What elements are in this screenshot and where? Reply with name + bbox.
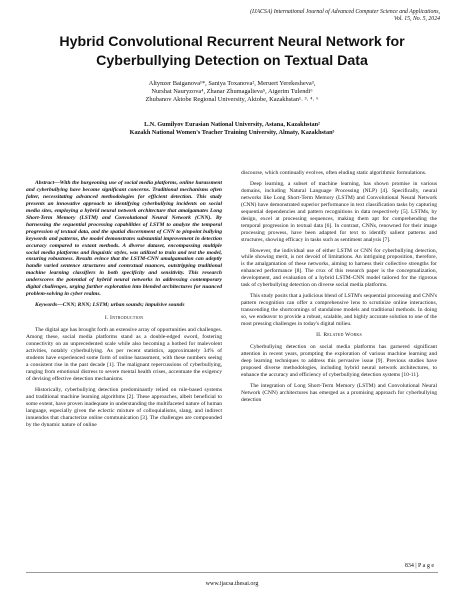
authors-line-1: Altynzer Baiganova¹*, Saniya Toxanova², Meruert Yerekesheva³,: [148, 80, 316, 87]
journal-header: [250, 9, 440, 23]
intro-paragraph-1: The digital age has brought forth an extensive array of opportunities and challenges. Among these, social media platforms stand as a double-edged sword, fostering connectivity on an unprecedented scale while also becoming a hotbed for malevolent activities, notably cyberbullying. As per recent statistics, approximately 34% of students have experienced some form of online harassment, with these numbers seeing a consistent rise in the past decade [1]. The malignant repercussions of cyberbullying, ranging from emotional distress to severe mental health crises, accentuate the exigency of devising effective detection mechanisms.: [26, 327, 222, 382]
related-paragraph-2: The integration of Long Short-Term Memory (LSTM) and Convolutional Neural Network (CNN) architectures has emerged as a promising approach for cyberbullying detection: [241, 382, 437, 403]
footer-divider: [26, 572, 438, 573]
right-column: [241, 170, 437, 408]
affiliation-1: L.N. Gumilyov Eurasian National University, Astana, Kazakhstan²: [144, 121, 320, 128]
paper-title: [20, 33, 444, 71]
page-number: 834 | P a g e: [404, 563, 434, 569]
author-block: [30, 80, 434, 104]
right-paragraph-1: discourse, which continually evolves, often eluding static algorithmic formulations.: [241, 170, 427, 176]
journal-line-2: Vol. 15, No. 5, 2024: [393, 16, 440, 22]
title-line-2: Cyberbullying Detection on Textual Data: [96, 53, 368, 69]
related-paragraph-1: Cyberbullying detection on social media platforms has garnered significant attention in recent years, prompting the exploration of various machine learning and deep learning techniques to address this pervasive issue [9]. Previous studies have proposed diverse methodologies, including hybrid neural network architectures, to enhance the accuracy and efficiency of cyberbullying detection systems [10-11].: [241, 343, 437, 378]
abstract: Abstract—With the burgeoning use of social media platforms, online harassment and cyberbullying have become significant concerns. Traditional mechanisms often falter, necessitating advanced methodologies for efficient detection. This study presents an innovative approach to identifying cyberbullying incidents on social media sites, employing a hybrid neural network architecture that amalgamates Long Short-Term Memory (LSTM) and Convolutional Neural Network (CNN). By harnessing the sequential processing capabilities of LSTM to analyze the temporal progression of textual data, and the spatial discernment of CNN to pinpoint bullying keywords and patterns, the model demonstrates substantial improvement in detection accuracy compared to extant methods. A diverse dataset, encompassing multiple social media platforms and linguistic styles, was utilized to train and test the model, ensuring robustness. Results evince that the LSTM-CNN amalgamation can adeptly handle varied sentence structures and contextual nuances, outstripping traditional machine learning classifiers in both specificity and sensitivity. This research underscores the potential of hybrid neural networks in addressing contemporary digital challenges, urging further exploration into blended architectures for nuanced problem-solving in cyber realms.: [26, 180, 222, 298]
right-paragraph-2: Deep learning, a subset of machine learning, has shown promise in various domains, including Natural Language Processing (NLP) [4]. Specifically, neural networks like Long Short-Term Memory (LSTM) and Convolutional Neural Network (CNN) have demonstrated superior performance in text classification tasks by capturing sequential dependencies and pattern recognitions in data respectively [5]. LSTMs, by design, excel at processing sequences, making them apt for comprehending the temporal progression in textual data [6]. In contrast, CNNs, renowned for their image processing prowess, have been adapted for text to identify salient patterns and structures, showing efficacy in tasks such as sentiment analysis [7].: [241, 180, 437, 243]
left-column: [26, 180, 222, 432]
right-paragraph-4: This study posits that a judicious blend of LSTM's sequential processing and CNN's pattern recognition can offer a comprehensive lens to scrutinize online interactions, transcending the shortcomings of standalone models and traditional methods. In doing so, we endeavor to provide a robust, scalable, and highly accurate solution to one of the most pressing challenges in today's digital milieu.: [241, 293, 437, 328]
section-heading-related-works: II. Related Works: [316, 332, 362, 339]
affiliation-2: Kazakh National Women's Teacher Training University, Almaty, Kazakhstan⁵: [129, 129, 335, 137]
authors-line-3: Zhubanov Aktobe Regional University, Aktobe, Kazakhstan¹˒ ³˒ ⁴˒ ⁶: [145, 96, 319, 104]
title-line-1: Hybrid Convolutional Recurrent Neural Network for: [59, 34, 405, 50]
footer-url: www.ijacsa.thesai.org: [205, 581, 259, 587]
right-paragraph-3: However, the individual use of either LSTM or CNN for cyberbullying detection, while showing merit, is not devoid of limitations. An intriguing proposition, therefore, is the amalgamation of these networks, aiming to harness their collective strengths for enhanced performance [8]. The crux of this research paper is the conceptualization, development, and evaluation of a hybrid LSTM-CNN model tailored for the rigorous task of cyberbullying detection on diverse social media platforms.: [241, 247, 437, 289]
section-heading-introduction: I. Introduction: [104, 315, 144, 322]
journal-line-1: (IJACSA) International Journal of Advanced Computer Science and Applications,: [250, 9, 440, 15]
intro-paragraph-2: Historically, cyberbullying detection predominantly relied on rule-based systems and traditional machine learning algorithms [2]. These approaches, albeit beneficial to some extent, have proven inadequate in understanding the multifaceted nature of human language, especially given the eclectic mixture of colloquialisms, slang, and indirect innuendos that characterize online communication [3]. The challenges are compounded by the dynamic nature of online: [26, 386, 222, 428]
authors-line-2: Nurshat Nauryzova⁴, Zhanar Zhumagalieva⁵, Aigerim Tulendi⁶: [151, 88, 313, 96]
affiliations: [30, 121, 434, 138]
keywords: Keywords—CNN; RNN; LSTM; urban sounds; impulsive sounds: [35, 302, 185, 309]
